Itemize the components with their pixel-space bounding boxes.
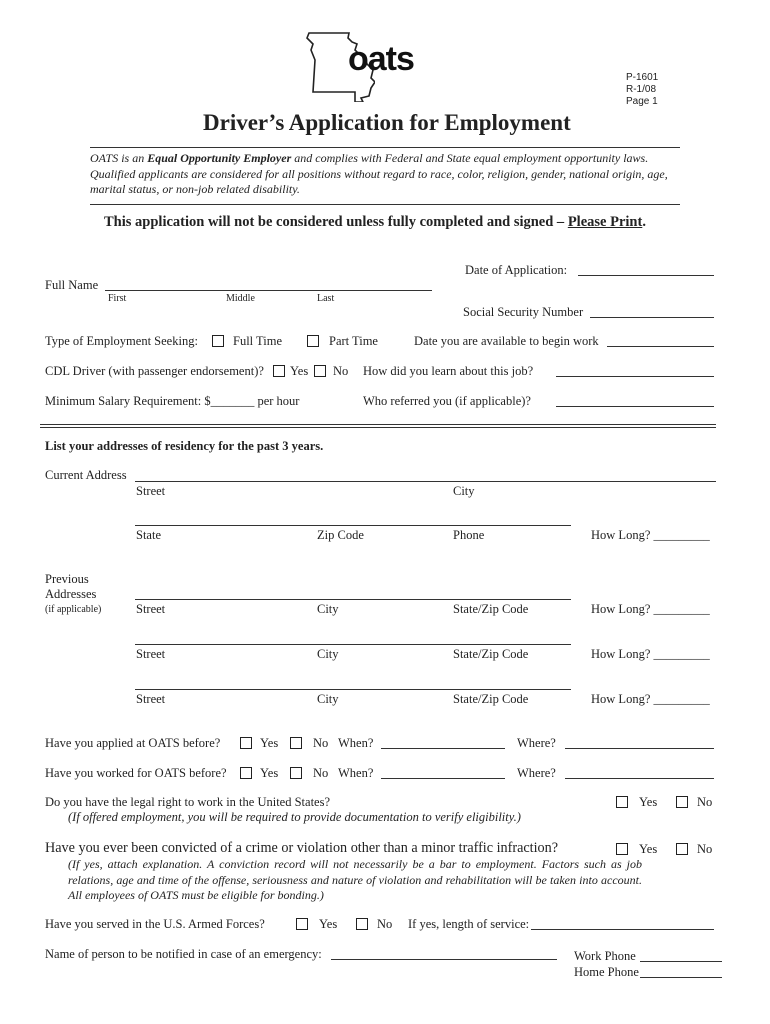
current-address-label: Current Address xyxy=(45,468,127,482)
full-time-label: Full Time xyxy=(233,334,282,348)
applied-yes-label: Yes xyxy=(260,736,279,750)
applied-no-label: No xyxy=(313,736,329,750)
city-caption: City xyxy=(453,484,475,498)
worked-no-label: No xyxy=(313,766,329,780)
cdl-no-label: No xyxy=(333,364,349,378)
convicted-note: (If yes, attach explanation. A conviction record will not necessarily be a bar to employment. Factors such as job relations, age and time of the offense, seriousness and nature of violation and rehabilitation will be taken into account. All employees of OATS must be eligible for bonding.) xyxy=(68,857,642,902)
street-caption: Street xyxy=(136,602,166,616)
worked-yes-label: Yes xyxy=(260,766,279,780)
revision: R-1/08 xyxy=(626,84,657,95)
armed-yes-checkbox[interactable] xyxy=(296,918,308,930)
street-caption: Street xyxy=(136,484,166,498)
applied-yes-checkbox[interactable] xyxy=(240,737,252,749)
learn-about-job-label: How did you learn about this job? xyxy=(363,364,534,378)
previous-address-line-2[interactable] xyxy=(135,644,571,645)
convicted-label: Have you ever been convicted of a crime or violation other than a minor traffic infraction? xyxy=(45,840,559,856)
worked-before-label: Have you worked for OATS before? xyxy=(45,766,227,780)
current-address-line-2[interactable] xyxy=(135,525,571,526)
divider xyxy=(90,147,680,148)
referred-field[interactable] xyxy=(556,406,714,407)
work-phone-field[interactable] xyxy=(640,961,722,962)
date-of-application-field[interactable] xyxy=(578,275,714,276)
how-long-field[interactable]: How Long? _________ xyxy=(591,602,710,616)
salary-label: Minimum Salary Requirement: $_______ per hour xyxy=(45,394,300,408)
armed-forces-label: Have you served in the U.S. Armed Forces? xyxy=(45,917,265,931)
cdl-no-checkbox[interactable] xyxy=(314,365,326,377)
phone-caption: Phone xyxy=(453,528,485,542)
available-date-field[interactable] xyxy=(607,346,714,347)
referred-label: Who referred you (if applicable)? xyxy=(363,394,531,408)
page-title: Driver’s Application for Employment xyxy=(203,110,571,135)
city-caption: City xyxy=(317,647,339,661)
convicted-no-checkbox[interactable] xyxy=(676,843,688,855)
current-address-line-1[interactable] xyxy=(135,481,716,482)
date-of-application-label: Date of Application: xyxy=(465,263,568,277)
how-long-field[interactable]: How Long? _________ xyxy=(591,528,710,542)
divider xyxy=(90,204,680,205)
previous-addresses-label: Addresses xyxy=(45,587,97,601)
oats-logo-text: oats xyxy=(348,40,414,78)
middle-name-caption: Middle xyxy=(226,293,255,304)
how-long-field[interactable]: How Long? _________ xyxy=(591,692,710,706)
worked-when-field[interactable] xyxy=(381,778,505,779)
legal-no-label: No xyxy=(697,795,713,809)
street-caption: Street xyxy=(136,692,166,706)
full-name-label: Full Name xyxy=(45,278,99,292)
first-name-caption: First xyxy=(108,293,127,304)
home-phone-field[interactable] xyxy=(640,977,722,978)
eeo-statement: OATS is an Equal Opportunity Employer and complies with Federal and State equal employment opportunity laws. Qualified applicants are considered for all positions without regard to race, color, religion, gender, national origin, age, marital status, or non-job related disability. xyxy=(90,151,668,196)
part-time-label: Part Time xyxy=(329,334,378,348)
cdl-yes-checkbox[interactable] xyxy=(273,365,285,377)
applied-where-label: Where? xyxy=(517,736,556,750)
convicted-no-label: No xyxy=(697,842,713,856)
emergency-contact-label: Name of person to be notified in case of an emergency: xyxy=(45,947,322,961)
convicted-yes-label: Yes xyxy=(639,842,658,856)
if-applicable-caption: (if applicable) xyxy=(45,604,102,615)
full-name-field[interactable] xyxy=(105,290,432,291)
notice-banner: This application will not be considered unless fully completed and signed – Please Print. xyxy=(104,214,646,230)
applied-when-label: When? xyxy=(338,736,374,750)
armed-no-label: No xyxy=(377,917,393,931)
part-time-checkbox[interactable] xyxy=(307,335,319,347)
applied-before-label: Have you applied at OATS before? xyxy=(45,736,221,750)
zip-caption: Zip Code xyxy=(317,528,364,542)
page-number: Page 1 xyxy=(626,96,658,107)
employment-type-label: Type of Employment Seeking: xyxy=(45,334,198,348)
available-date-label: Date you are available to begin work xyxy=(414,334,599,348)
how-long-field[interactable]: How Long? _________ xyxy=(591,647,710,661)
cdl-label: CDL Driver (with passenger endorsement)? xyxy=(45,364,264,378)
legal-yes-checkbox[interactable] xyxy=(616,796,628,808)
state-zip-caption: State/Zip Code xyxy=(453,647,529,661)
work-phone-label: Work Phone xyxy=(574,949,636,963)
previous-addresses-label: Previous xyxy=(45,572,89,586)
legal-no-checkbox[interactable] xyxy=(676,796,688,808)
double-divider xyxy=(40,427,716,428)
armed-no-checkbox[interactable] xyxy=(356,918,368,930)
worked-yes-checkbox[interactable] xyxy=(240,767,252,779)
applied-no-checkbox[interactable] xyxy=(290,737,302,749)
applied-when-field[interactable] xyxy=(381,748,505,749)
city-caption: City xyxy=(317,692,339,706)
previous-address-line-3[interactable] xyxy=(135,689,571,690)
street-caption: Street xyxy=(136,647,166,661)
last-name-caption: Last xyxy=(317,293,335,304)
worked-when-label: When? xyxy=(338,766,374,780)
state-zip-caption: State/Zip Code xyxy=(453,692,529,706)
previous-address-line-1[interactable] xyxy=(135,599,571,600)
state-caption: State xyxy=(136,528,161,542)
learn-about-job-field[interactable] xyxy=(556,376,714,377)
legal-yes-label: Yes xyxy=(639,795,658,809)
ssn-label: Social Security Number xyxy=(463,305,584,319)
emergency-contact-field[interactable] xyxy=(331,959,557,960)
convicted-yes-checkbox[interactable] xyxy=(616,843,628,855)
state-zip-caption: State/Zip Code xyxy=(453,602,529,616)
addresses-heading: List your addresses of residency for the past 3 years. xyxy=(45,439,324,453)
ssn-field[interactable] xyxy=(590,317,714,318)
length-of-service-label: If yes, length of service: xyxy=(408,917,530,931)
legal-right-note: (If offered employment, you will be required to provide documentation to verify eligibility.) xyxy=(68,810,521,824)
city-caption: City xyxy=(317,602,339,616)
double-divider xyxy=(40,424,716,425)
worked-where-field[interactable] xyxy=(565,778,714,779)
worked-no-checkbox[interactable] xyxy=(290,767,302,779)
full-time-checkbox[interactable] xyxy=(212,335,224,347)
applied-where-field[interactable] xyxy=(565,748,714,749)
legal-right-label: Do you have the legal right to work in the United States? xyxy=(45,795,331,809)
length-of-service-field[interactable] xyxy=(531,929,714,930)
armed-yes-label: Yes xyxy=(319,917,338,931)
cdl-yes-label: Yes xyxy=(290,364,309,378)
worked-where-label: Where? xyxy=(517,766,556,780)
form-number: P-1601 xyxy=(626,72,659,83)
home-phone-label: Home Phone xyxy=(574,965,639,979)
